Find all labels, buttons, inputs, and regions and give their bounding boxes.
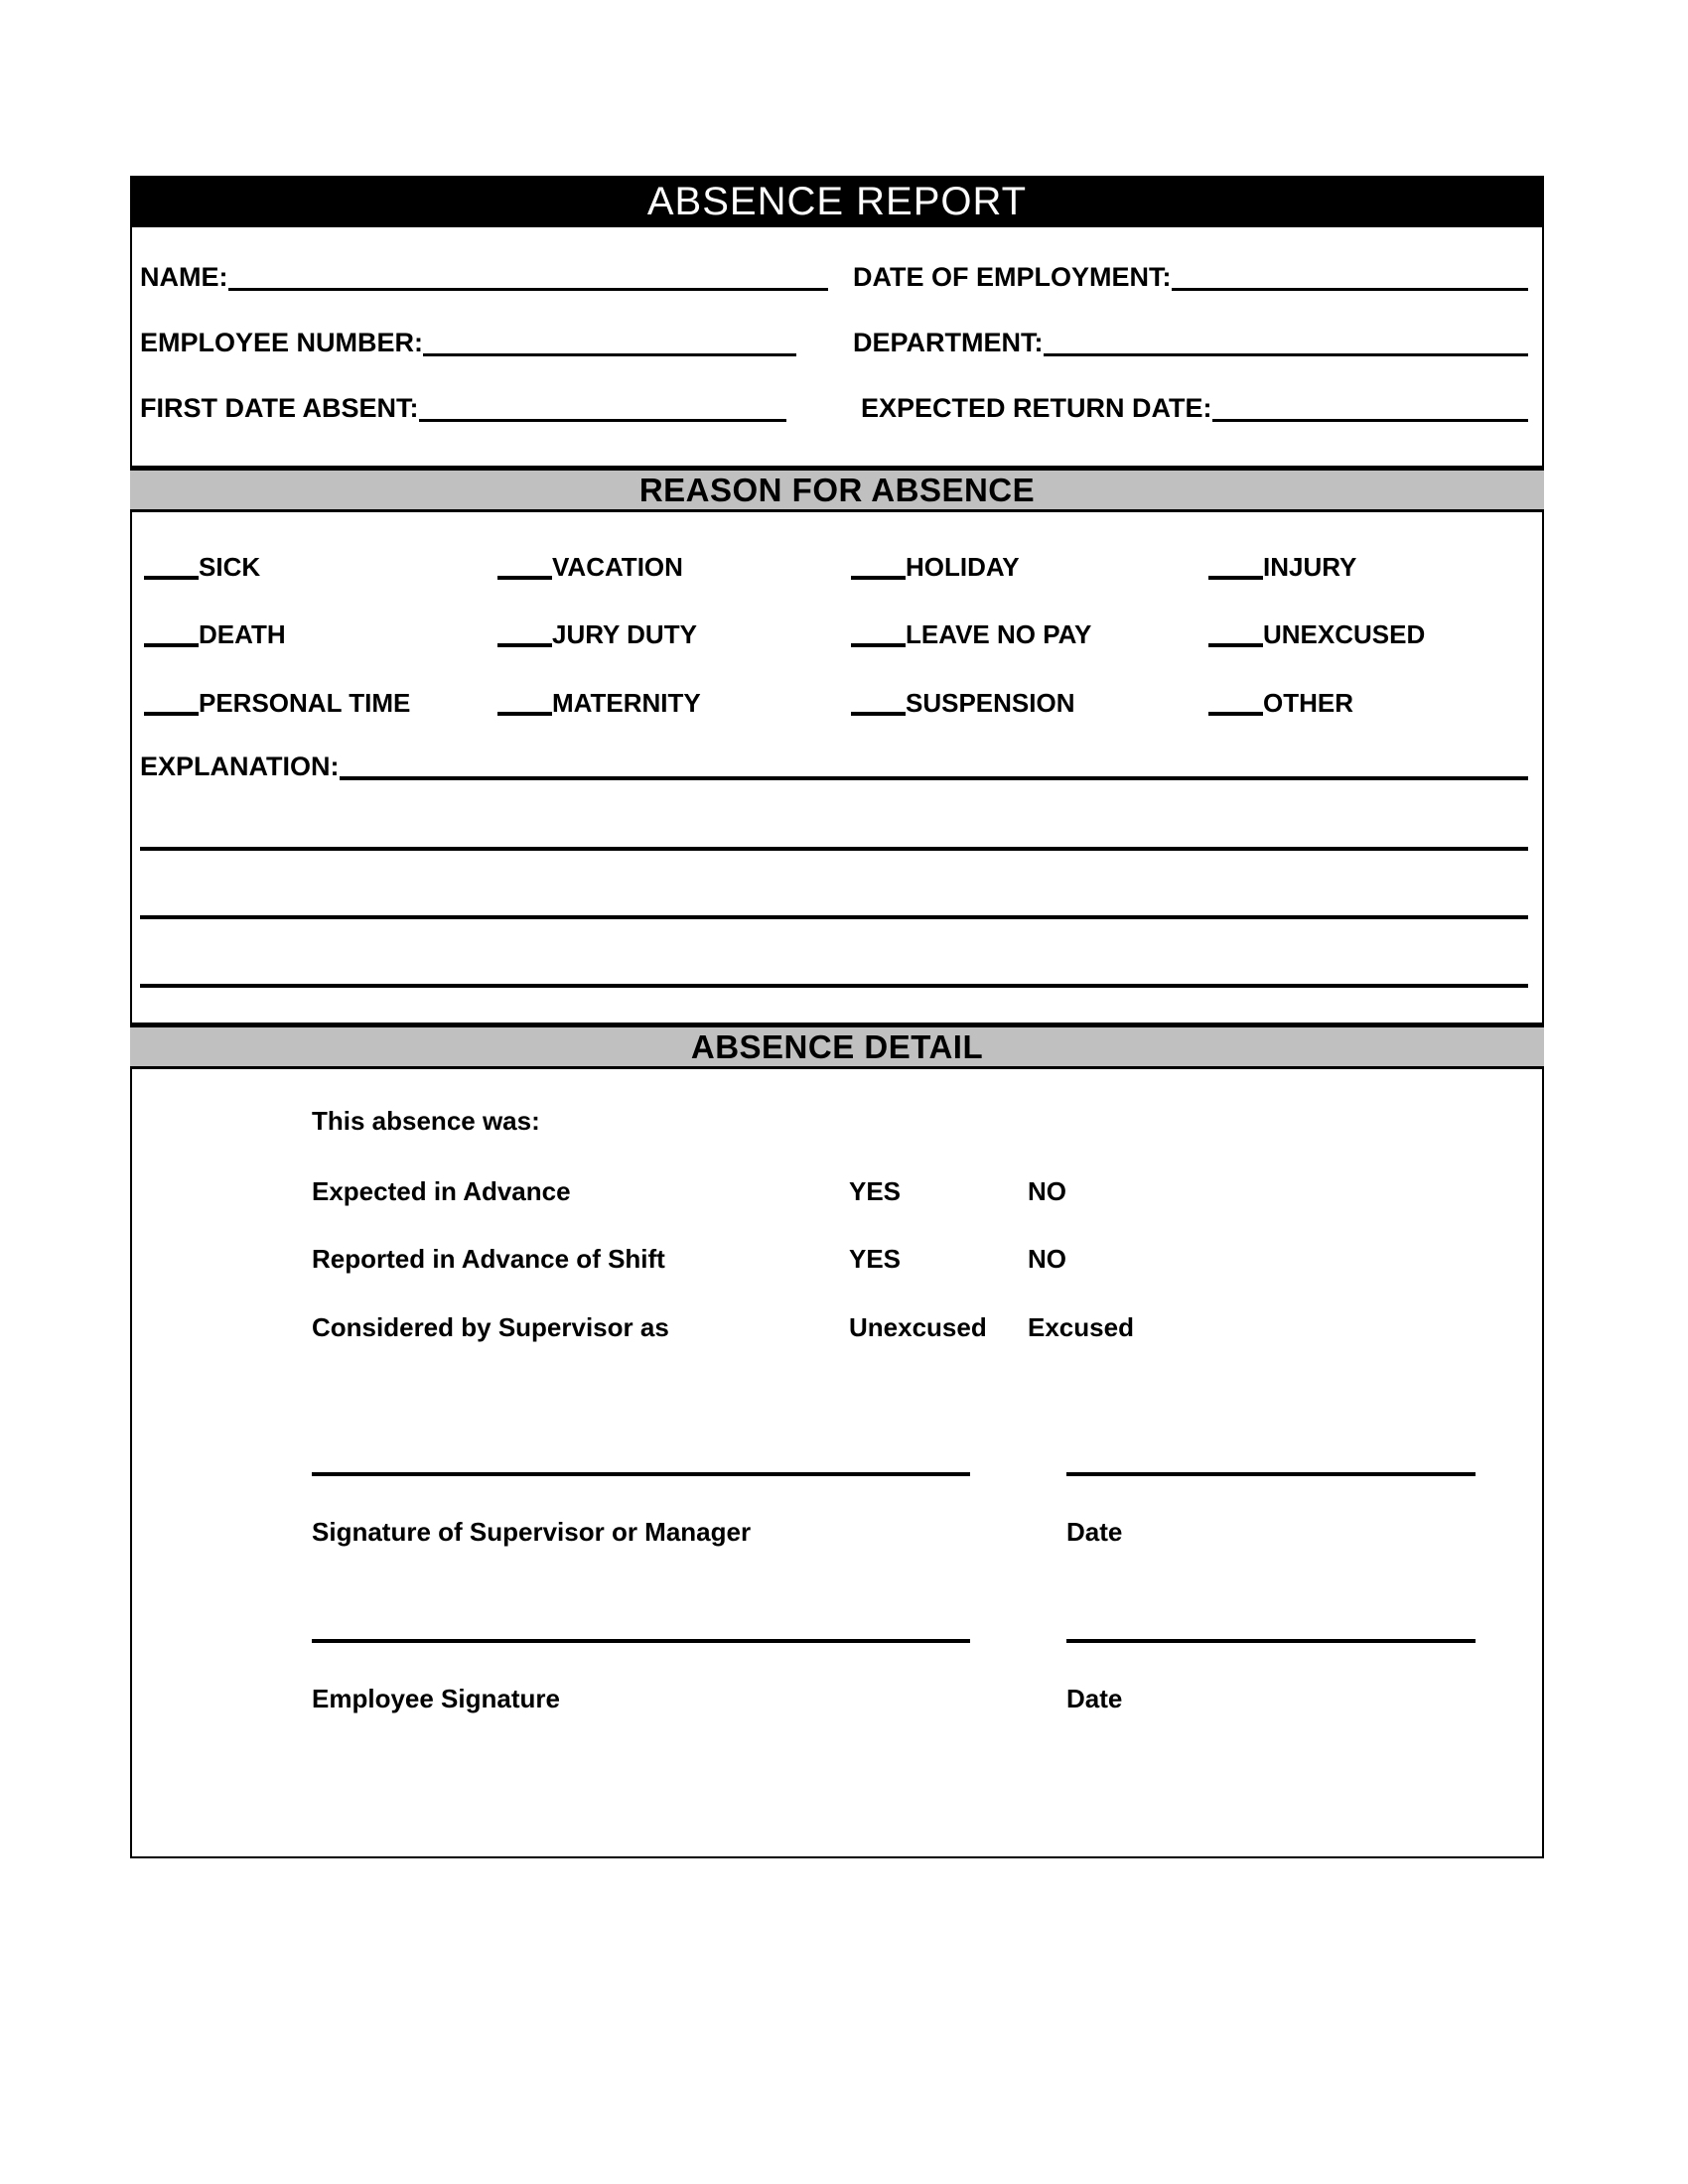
suspension-blank-line[interactable] xyxy=(851,712,906,716)
personal-time-blank-line[interactable] xyxy=(144,712,199,716)
reason-option-injury xyxy=(1208,552,1356,580)
supervisor-date-label: Date xyxy=(1066,1517,1123,1547)
reason-section-header xyxy=(130,468,1544,512)
employee-info-section xyxy=(130,227,1544,468)
considered-unexcused-option[interactable]: Unexcused xyxy=(849,1312,987,1342)
reason-section xyxy=(130,512,1544,1024)
leave-no-pay-label: LEAVE NO PAY xyxy=(906,619,1092,649)
reason-option-jury-duty xyxy=(497,619,697,647)
reason-row-3 xyxy=(132,688,1542,716)
unexcused-blank-line[interactable] xyxy=(1208,643,1263,647)
sick-label: SICK xyxy=(199,552,261,582)
reason-option-sick xyxy=(144,552,260,580)
maternity-blank-line[interactable] xyxy=(497,712,552,716)
employment-date-label: DATE OF EMPLOYMENT: xyxy=(853,262,1172,292)
holiday-label: HOLIDAY xyxy=(906,552,1020,582)
return-date-field xyxy=(861,384,1528,422)
jury-duty-blank-line[interactable] xyxy=(497,643,552,647)
leave-no-pay-blank-line[interactable] xyxy=(851,643,906,647)
jury-duty-label: JURY DUTY xyxy=(552,619,697,649)
death-label: DEATH xyxy=(199,619,286,649)
injury-blank-line[interactable] xyxy=(1208,576,1263,580)
considered-by-supervisor-label: Considered by Supervisor as xyxy=(312,1312,669,1342)
expected-in-advance-label: Expected in Advance xyxy=(312,1176,571,1206)
return-date-label: EXPECTED RETURN DATE: xyxy=(861,393,1212,423)
detail-section-header xyxy=(130,1024,1544,1069)
name-label: NAME: xyxy=(140,262,228,292)
considered-excused-option[interactable]: Excused xyxy=(1028,1312,1134,1342)
vacation-blank-line[interactable] xyxy=(497,576,552,580)
supervisor-signature-label: Signature of Supervisor or Manager xyxy=(312,1517,752,1547)
employee-signature-label: Employee Signature xyxy=(312,1684,560,1713)
info-row-3 xyxy=(140,384,1528,422)
reason-option-vacation xyxy=(497,552,683,580)
supervisor-date-line[interactable] xyxy=(1066,1472,1476,1476)
name-field xyxy=(140,253,828,291)
expected-in-advance-no[interactable]: NO xyxy=(1028,1176,1066,1206)
employee-signature-line[interactable] xyxy=(312,1639,970,1643)
death-blank-line[interactable] xyxy=(144,643,199,647)
employee-date-line[interactable] xyxy=(1066,1639,1476,1643)
reason-option-holiday xyxy=(851,552,1020,580)
explanation-line-2[interactable] xyxy=(140,847,1528,851)
reported-in-advance-label: Reported in Advance of Shift xyxy=(312,1244,665,1274)
employee-date-label: Date xyxy=(1066,1684,1123,1713)
reason-option-suspension xyxy=(851,688,1075,716)
maternity-label: MATERNITY xyxy=(552,688,701,718)
reason-option-leave-no-pay xyxy=(851,619,1091,647)
reason-row-1 xyxy=(132,552,1542,580)
suspension-label: SUSPENSION xyxy=(906,688,1075,718)
sick-blank-line[interactable] xyxy=(144,576,199,580)
department-fill-line[interactable] xyxy=(1044,353,1529,356)
info-row-1 xyxy=(140,253,1528,291)
employee-number-label: EMPLOYEE NUMBER: xyxy=(140,328,424,357)
reason-row-2 xyxy=(132,619,1542,647)
employment-date-field xyxy=(853,253,1528,291)
other-blank-line[interactable] xyxy=(1208,712,1263,716)
employment-date-fill-line[interactable] xyxy=(1172,288,1529,291)
employee-number-fill-line[interactable] xyxy=(423,353,796,356)
explanation-line-3[interactable] xyxy=(140,915,1528,919)
other-label: OTHER xyxy=(1263,688,1353,718)
explanation-fill-line[interactable] xyxy=(340,776,1529,780)
supervisor-signature-line[interactable] xyxy=(312,1472,970,1476)
injury-label: INJURY xyxy=(1263,552,1357,582)
explanation-label: EXPLANATION: xyxy=(140,751,340,781)
reason-option-death xyxy=(144,619,286,647)
return-date-fill-line[interactable] xyxy=(1212,419,1528,422)
holiday-blank-line[interactable] xyxy=(851,576,906,580)
first-absent-field xyxy=(140,384,786,422)
explanation-field xyxy=(140,751,1528,780)
reason-option-maternity xyxy=(497,688,701,716)
department-field xyxy=(853,319,1528,356)
detail-section-title: ABSENCE DETAIL xyxy=(690,1027,984,1065)
expected-in-advance-yes[interactable]: YES xyxy=(849,1176,902,1206)
name-fill-line[interactable] xyxy=(228,288,829,291)
reason-option-unexcused xyxy=(1208,619,1425,647)
form-title-bar xyxy=(130,176,1544,227)
detail-section xyxy=(130,1069,1544,1858)
vacation-label: VACATION xyxy=(552,552,683,582)
unexcused-label: UNEXCUSED xyxy=(1263,619,1426,649)
employee-number-field xyxy=(140,319,796,356)
reported-in-advance-yes[interactable]: YES xyxy=(849,1244,902,1274)
info-row-2 xyxy=(140,319,1528,356)
first-absent-label: FIRST DATE ABSENT: xyxy=(140,393,419,423)
reason-section-title: REASON FOR ABSENCE xyxy=(638,471,1036,508)
absence-was-label: This absence was: xyxy=(312,1106,540,1136)
reason-option-personal-time xyxy=(144,688,410,716)
department-label: DEPARTMENT: xyxy=(853,328,1044,357)
personal-time-label: PERSONAL TIME xyxy=(199,688,411,718)
first-absent-fill-line[interactable] xyxy=(419,419,787,422)
explanation-line-4[interactable] xyxy=(140,984,1528,988)
reason-option-other xyxy=(1208,688,1353,716)
absence-report-form xyxy=(130,176,1544,1858)
reported-in-advance-no[interactable]: NO xyxy=(1028,1244,1066,1274)
form-title: ABSENCE REPORT xyxy=(646,179,1028,223)
